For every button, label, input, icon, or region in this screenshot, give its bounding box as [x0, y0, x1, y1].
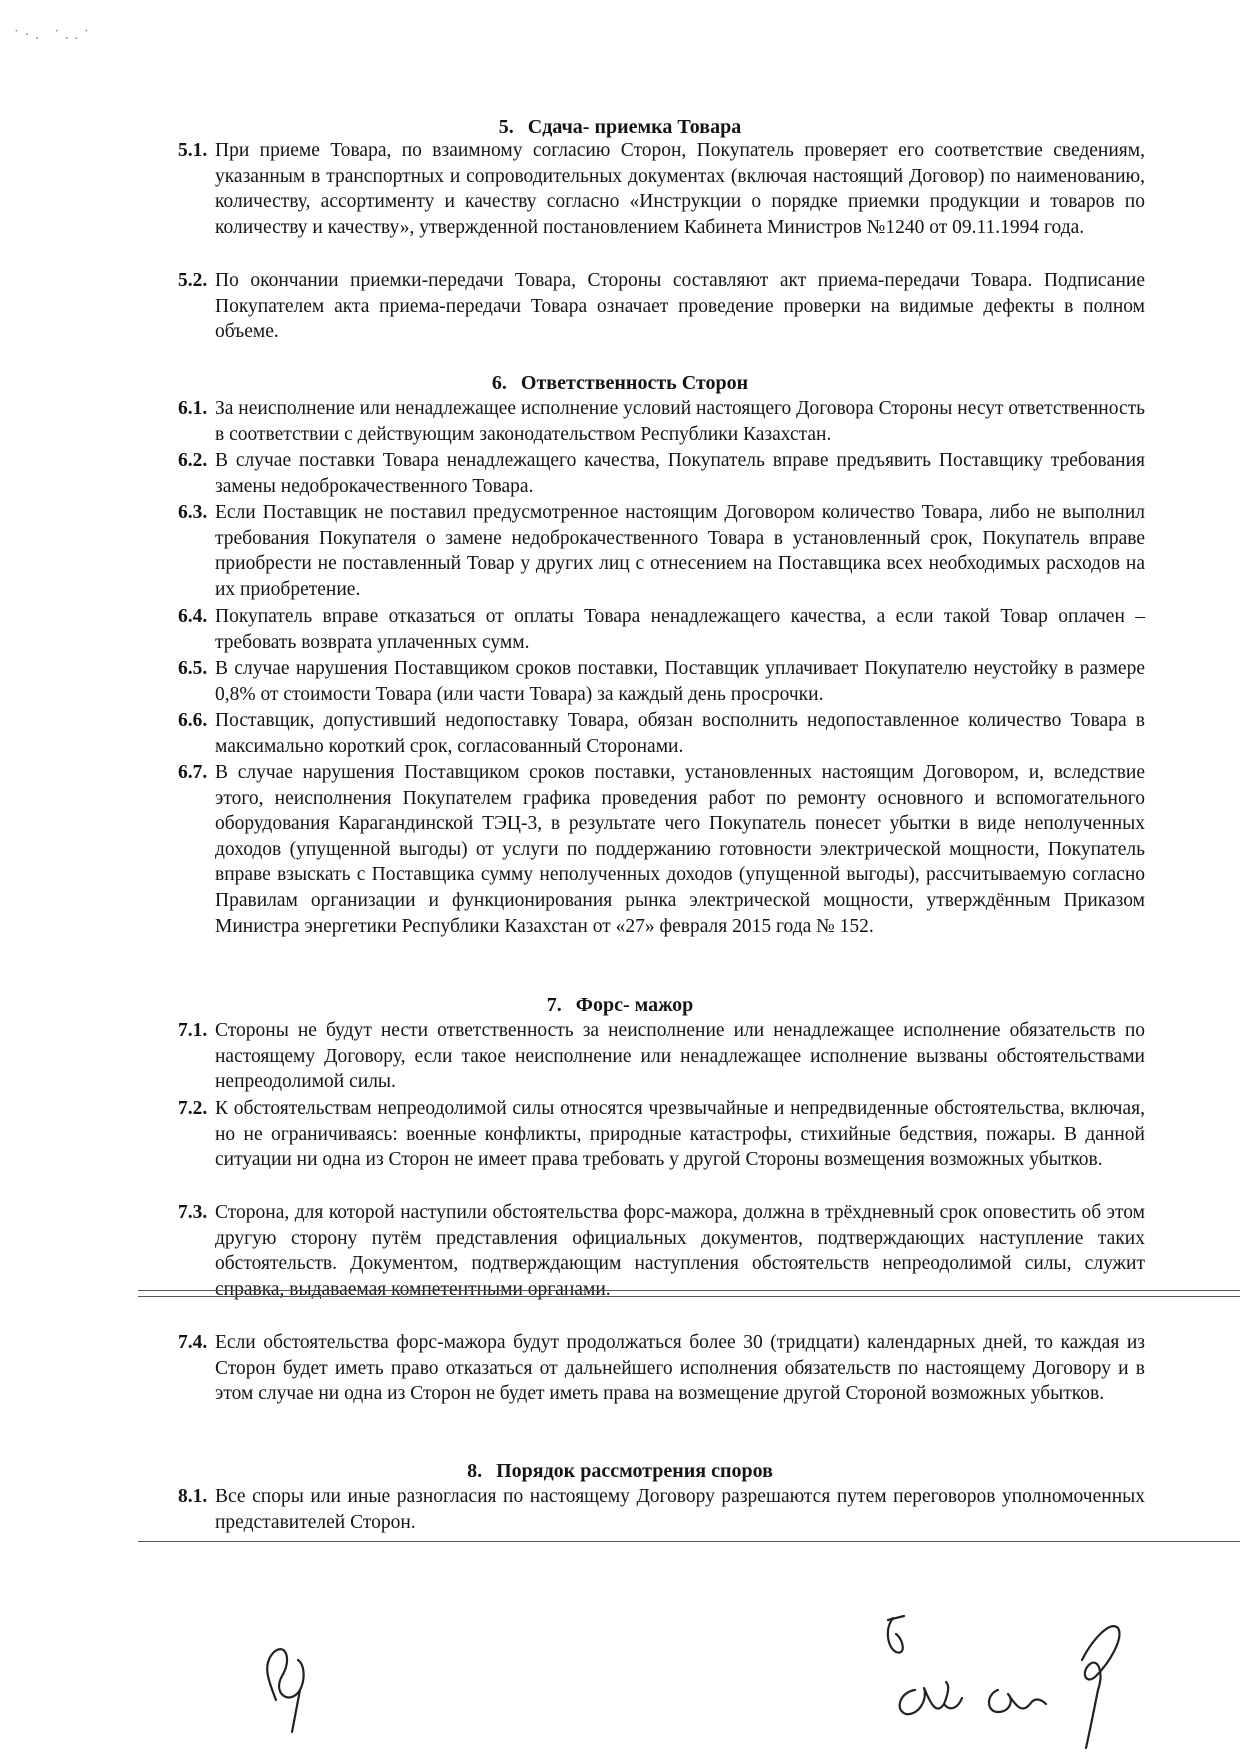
initial-mark	[888, 1616, 904, 1653]
scan-strike-line	[138, 1290, 1240, 1291]
section-6-number: 6.	[491, 372, 507, 394]
scan-strike-line-2	[138, 1296, 1240, 1297]
clause-text: В случае поставки Товара ненадлежащего качества, Покупатель вправе предъявить Поставщику требования замены недоброкачественного Товара.	[215, 450, 1145, 497]
clause-number: 6.5.	[178, 658, 208, 679]
section-6-title: Ответственность Сторон	[520, 372, 749, 394]
clause-number: 6.1.	[178, 398, 208, 419]
clause-text: Все споры или иные разногласия по настоящему Договору разрешаются путем переговоров уполномоченных представителей Сторон.	[215, 1486, 1145, 1533]
clause-text: В случае нарушения Поставщиком сроков поставки, установленных настоящим Договором, и, вследствие этого, неисполнения Покупателем графика проведения работ по ремонту основного и вспомогательного оборудования Карагандинской ТЭЦ-3, в результате чего Покупатель понесет убытки в виде неполученных доходов (упущенной выгоды) от услуги по поддержанию готовности электрической мощности, Покупатель вправе взыскать с Поставщика сумму неполученных доходов (упущенной выгоды), рассчитываемую согласно Правилам организации и функционирования рынка электрической мощности, утверждённым Приказом Министра энергетики Республики Казахстан от «27» февраля 2015 года № 152.	[215, 762, 1145, 937]
clause-text: Если обстоятельства форс-мажора будут продолжаться более 30 (тридцати) календарных дней, то каждая из Сторон будет иметь право отказаться от дальнейшего исполнения обязательств по настоящему Договору и в этом случае ни одна из Сторон не будет иметь права на возмещение другой Стороной возможных убытков.	[215, 1332, 1145, 1405]
clause-text: При приеме Товара, по взаимному согласию Сторон, Покупатель проверяет его соответствие сведениям, указанным в транспортных и сопроводительных документах (включая настоящий Договор) по наименованию, количеству, ассортименту и качеству согласно «Инструкции о порядке приемки продукции и товаров по количеству и качеству», утвержденной постановлением Кабинета Министров №1240 от 09.11.1994 года.	[215, 140, 1145, 238]
section-8-number: 8.	[467, 1460, 483, 1482]
clause-7-3	[178, 1200, 1145, 1302]
section-5-number: 5.	[498, 116, 514, 138]
clause-text: Сторона, для которой наступили обстоятельства форс-мажора, должна в трёхдневный срок оповестить об этом другую сторону путём представления официальных документов, подтверждающих наступление таких обстоятельств. Документом, подтверждающим наступления обстоятельств непреодолимой силы, служит справка, выдаваемая компетентными органами.	[215, 1202, 1145, 1300]
section-7-title: Форс- мажор	[575, 994, 694, 1016]
section-5-heading	[0, 114, 1240, 140]
signature-right-1	[900, 1682, 962, 1714]
section-7-heading	[0, 992, 1240, 1018]
clause-number: 7.4.	[178, 1332, 208, 1353]
clause-text: Стороны не будут нести ответственность за неисполнение или ненадлежащее исполнение обязательств по настоящему Договору, если такое неисполнение или ненадлежащее исполнение вызваны обстоятельствами непреодолимой силы.	[215, 1020, 1145, 1093]
clause-number: 7.1.	[178, 1020, 208, 1041]
clause-text: Покупатель вправе отказаться от оплаты Товара ненадлежащего качества, а если такой Товар оплачен – требовать возврата уплаченных сумм.	[215, 606, 1145, 653]
clause-number: 5.2.	[178, 270, 208, 291]
clause-8-1	[178, 1484, 1145, 1535]
clause-text: В случае нарушения Поставщиком сроков поставки, Поставщик уплачивает Покупателю неустойку в размере 0,8% от стоимости Товара (или части Товара) за каждый день просрочки.	[215, 658, 1145, 705]
clause-6-6	[178, 708, 1145, 759]
signature-right-2	[989, 1690, 1046, 1712]
clause-6-3	[178, 500, 1145, 602]
clause-6-5	[178, 656, 1145, 707]
bottom-rule	[138, 1541, 1240, 1542]
clause-text: За неисполнение или ненадлежащее исполнение условий настоящего Договора Стороны несут ответственность в соответствии с действующим законодательством Республики Казахстан.	[215, 398, 1146, 445]
clause-6-7	[178, 760, 1145, 939]
section-6-heading	[0, 370, 1240, 396]
clause-text: Поставщик, допустивший недопоставку Товара, обязан восполнить недопоставленное количество Товара в максимально короткий срок, согласованный Сторонами.	[215, 710, 1145, 757]
section-8-title: Порядок рассмотрения споров	[496, 1460, 773, 1482]
scan-specks: ˙·. ˙..˙	[14, 28, 95, 43]
clause-6-4	[178, 604, 1145, 655]
signature-right-3	[1082, 1626, 1119, 1748]
clause-number: 5.1.	[178, 140, 208, 161]
clause-number: 6.7.	[178, 762, 208, 783]
section-8-heading	[0, 1458, 1240, 1484]
clause-7-1	[178, 1018, 1145, 1095]
section-5-title: Сдача- приемка Товара	[527, 116, 742, 138]
clause-text: Если Поставщик не поставил предусмотренное настоящим Договором количество Товара, либо не выполнил требования Покупателя о замене недоброкачественного Товара в установленный срок, Покупатель вправе приобрести не поставленный Товар у других лиц с отнесением на Поставщика всех необходимых расходов на их приобретение.	[215, 502, 1145, 600]
clause-7-4	[178, 1330, 1145, 1407]
section-7-number: 7.	[546, 994, 562, 1016]
clause-7-2	[178, 1096, 1145, 1173]
clause-text: По окончании приемки-передачи Товара, Стороны составляют акт приема-передачи Товара. Подписание Покупателем акта приема-передачи Товара означает проведение проверки на видимые дефекты в полном объеме.	[215, 270, 1145, 343]
clause-6-2	[178, 448, 1145, 499]
clause-number: 6.3.	[178, 502, 208, 523]
clause-number: 6.6.	[178, 710, 208, 731]
clause-number: 8.1.	[178, 1486, 208, 1507]
clause-5-2	[178, 268, 1145, 345]
clause-text: К обстоятельствам непреодолимой силы относятся чрезвычайные и непредвиденные обстоятельства, включая, но не ограничиваясь: военные конфликты, природные катастрофы, стихийные бедствия, пожары. В данной ситуации ни одна из Сторон не имеет права требовать у другой Стороны возмещения возможных убытков.	[215, 1098, 1145, 1171]
clause-5-1	[178, 138, 1145, 240]
clause-6-1	[178, 396, 1145, 447]
clause-number: 6.2.	[178, 450, 208, 471]
clause-number: 7.2.	[178, 1098, 208, 1119]
clause-number: 7.3.	[178, 1202, 208, 1223]
signature-left	[267, 1649, 303, 1732]
clause-number: 6.4.	[178, 606, 208, 627]
